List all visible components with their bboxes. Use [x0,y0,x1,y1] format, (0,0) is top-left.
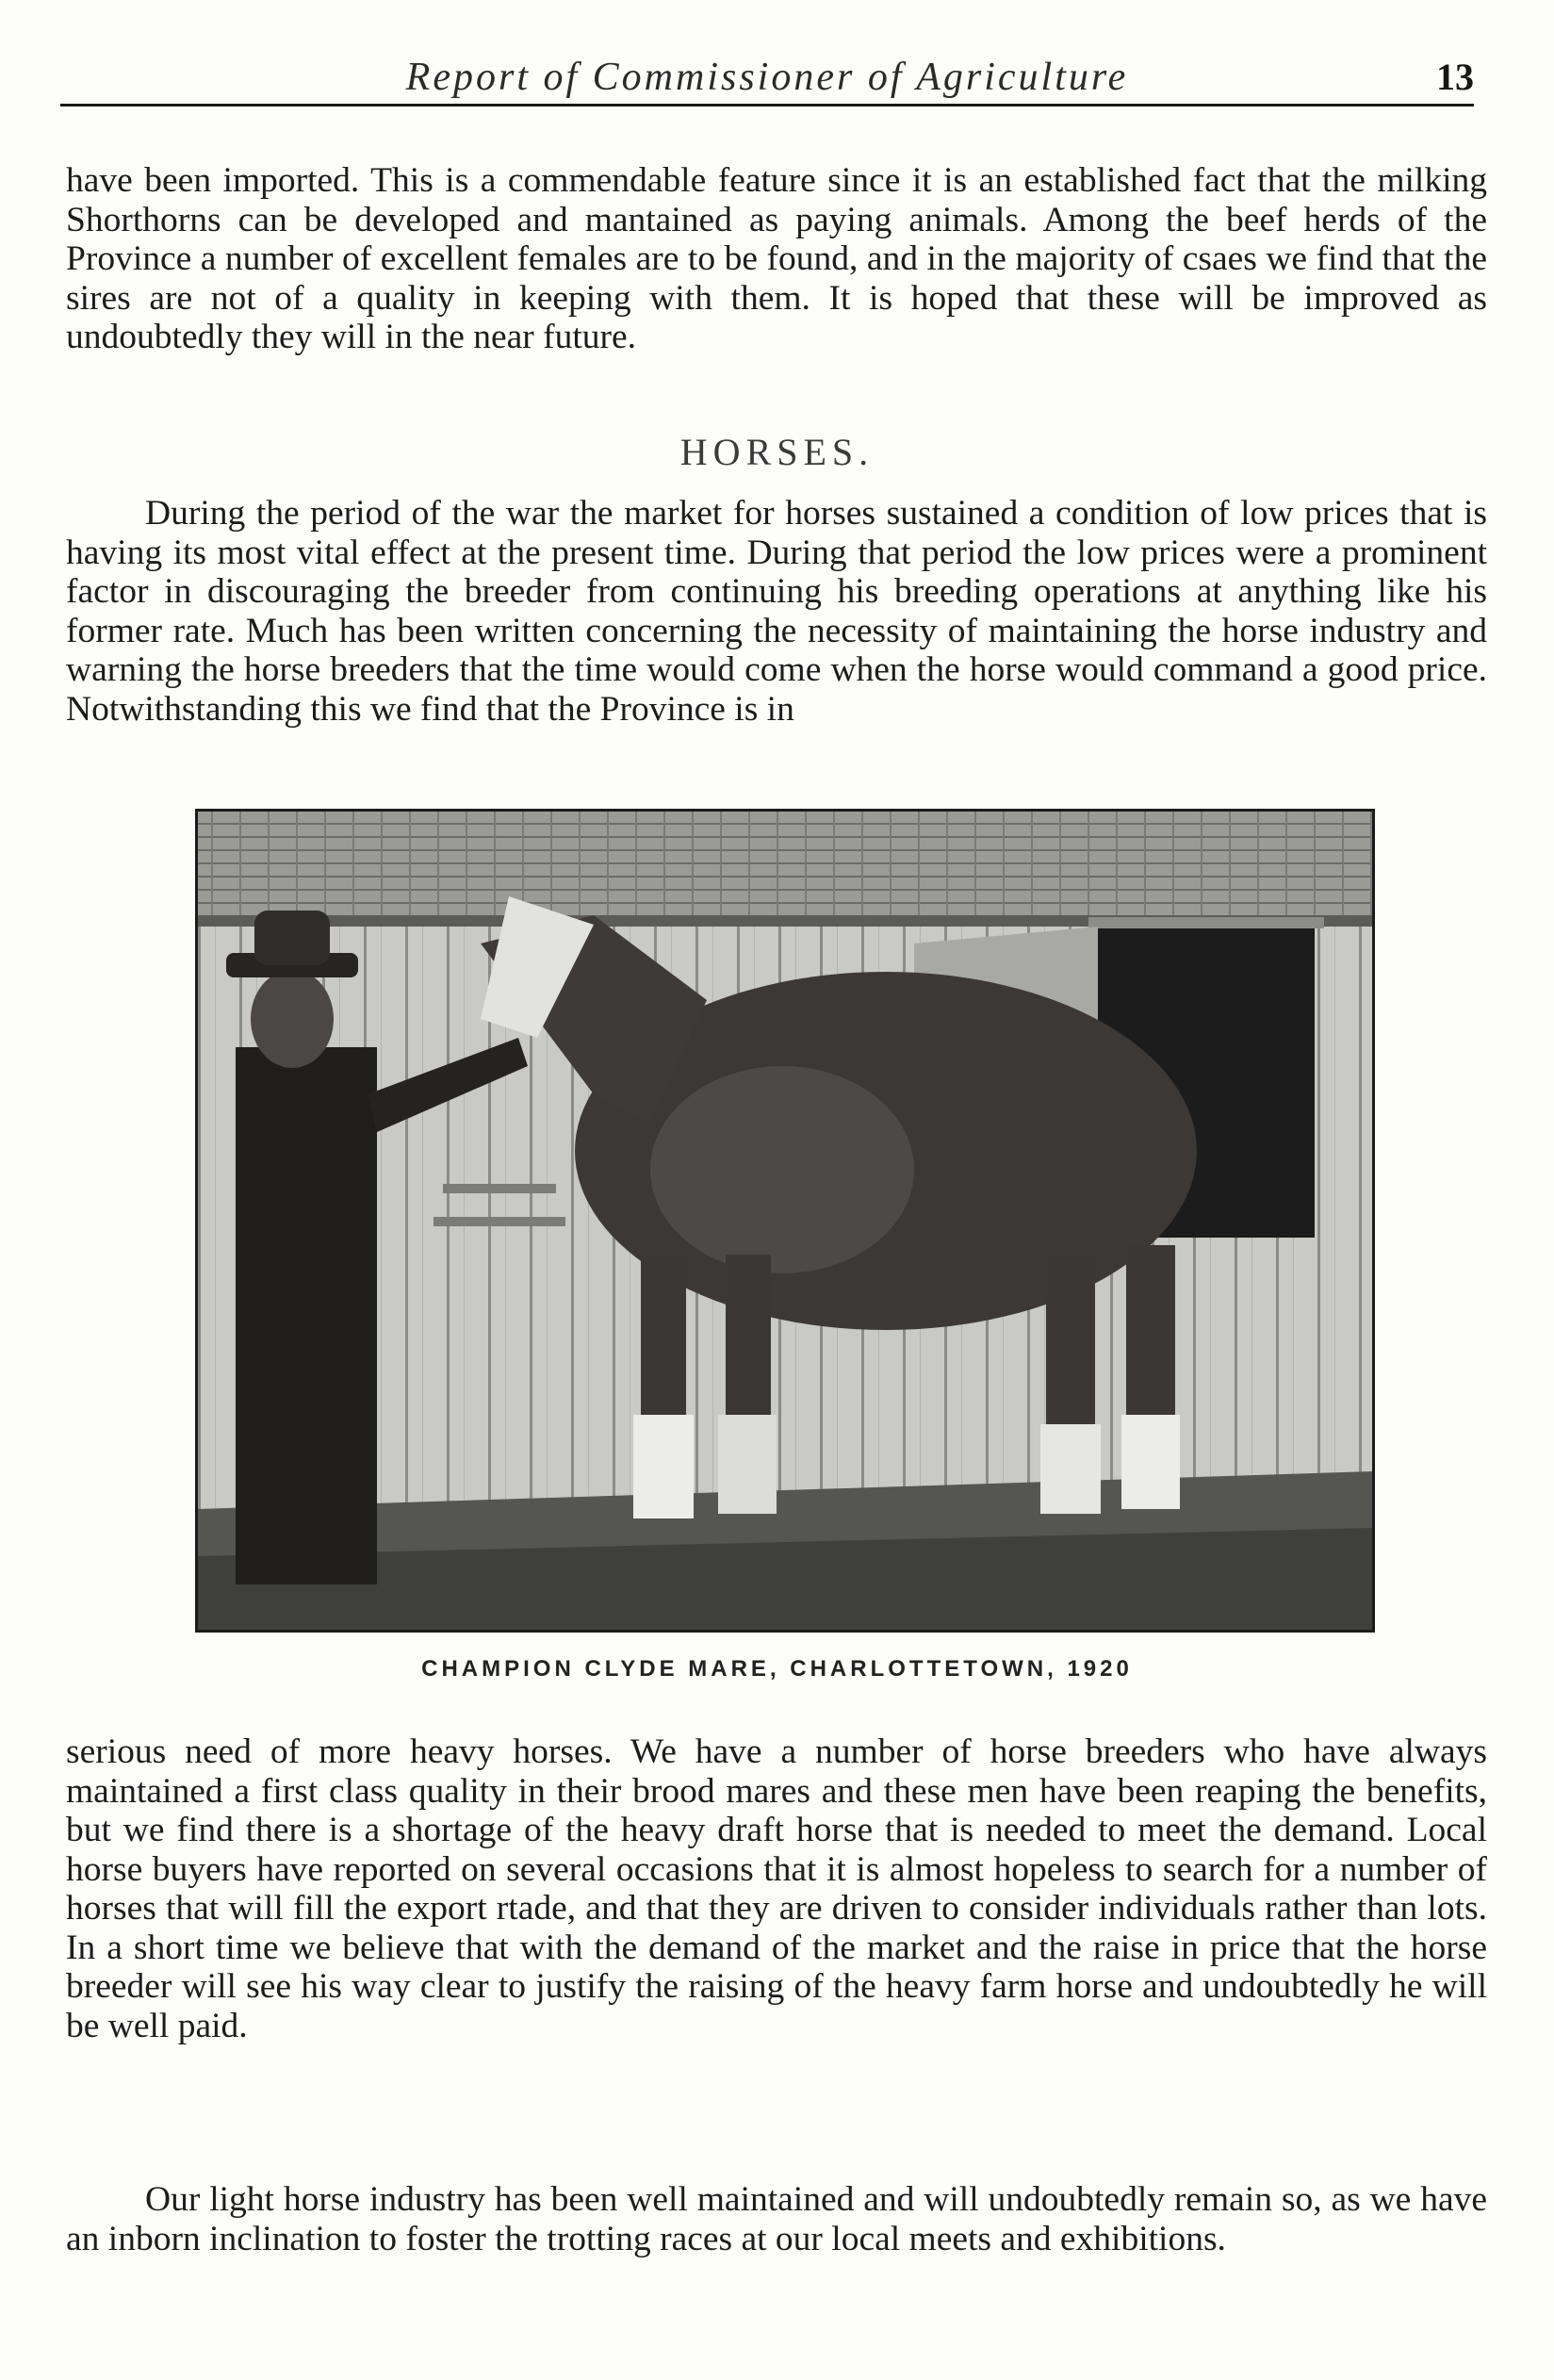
paragraph-horses-market: During the period of the war the market for horses sustained a condition of low prices that is having its most vital effect at the present time. During that period the low prices were a prominent factor in discouraging the breeder from continuing his breeding operations at anything like his former rate. Much has been written concerning the necessity of maintaining the horse industry and warning the horse breeders that the time would come when the horse would command a good price. Notwithstanding this we find that the Province is in [66,494,1487,729]
section-heading-horses: HORSES. [679,431,875,473]
paragraph-light-horse-industry: Our light horse industry has been well maintained and will undoubtedly remain so, as we have an inborn inclination to foster the trotting races at our local meets and exhibitions. [66,2180,1487,2258]
paragraph-horse-shortage: serious need of more heavy horses. We have a number of horse breeders who have always maintained a first class quality in their brood mares and these men have been reaping the benefits, but we find there is a shortage of the heavy draft horse that is needed to meet the demand. Local horse buyers have reported on several occasions that it is almost hopeless to search for a number of horses that will fill the export rtade, and that they are driven to consider individuals rather than lots. In a short time we believe that with the demand of the market and the raise in price that the horse breeder will see his way clear to justify the raising of the heavy farm horse and undoubtedly he will be well paid. [66,1732,1487,2045]
photograph-clyde-mare [195,809,1375,1633]
photo-caption: CHAMPION CLYDE MARE, CHARLOTTETOWN, 1920 [421,1656,1133,1682]
running-title: Report of Commissioner of Agriculture [405,56,1129,99]
photo-illustration [198,812,1372,1630]
paragraph-cattle-conclusion: have been imported. This is a commendable feature since it is an established fact that the milking Shorthorns can be developed and mantained as paying animals. Among the beef herds of the Province a number of excellent females are to be found, and in the majority of csaes we find that the sires are not of a quality in keeping with them. It is hoped that these will be improved as undoubtedly they will in the near future. [66,161,1487,356]
page-number: 13 [1436,56,1474,98]
running-header [60,49,1474,107]
